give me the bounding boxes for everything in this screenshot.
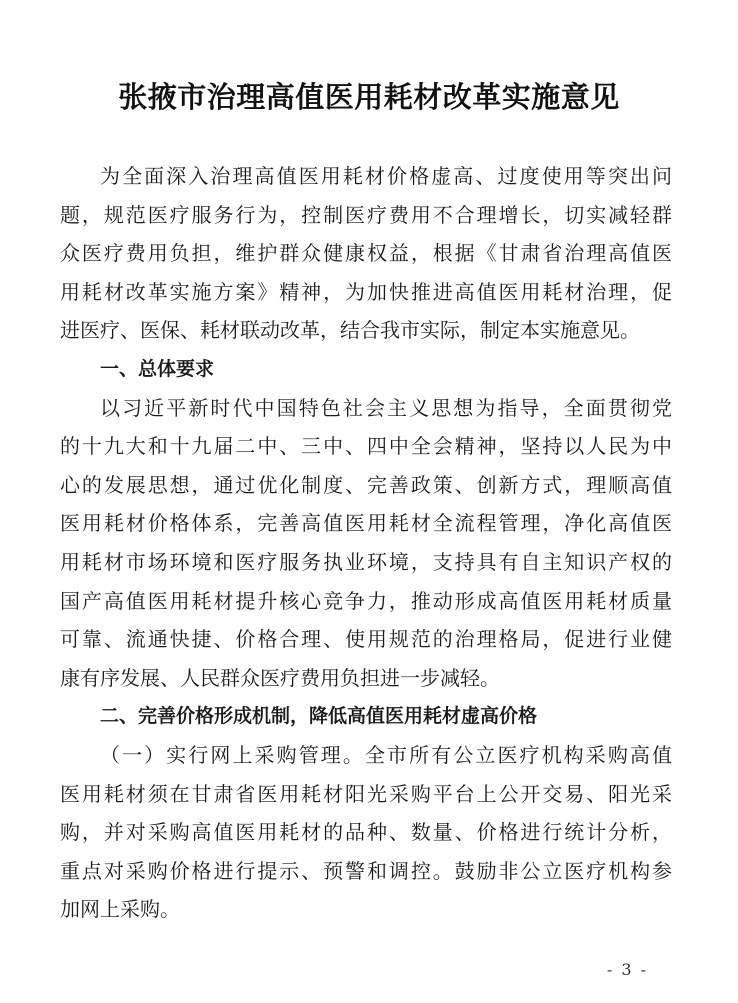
- paragraph-line: 康有序发展、人民群众医疗费用负担进一步减轻。: [60, 665, 500, 690]
- document-title: 张掖市治理高值医用耗材改革实施意见: [118, 80, 620, 114]
- paragraph-line: 心的发展思想，通过优化制度、完善政策、创新方式，理顺高值: [60, 472, 672, 497]
- paragraph-line: 用耗材改革实施方案》精神，为加快推进高值医用耗材治理，促: [60, 279, 672, 304]
- document-body: [60, 157, 672, 929]
- paragraph-line: 的十九大和十九届二中、三中、四中全会精神，坚持以人民为中: [60, 434, 672, 459]
- paragraph-line: 国产高值医用耗材提升核心竞争力，推动形成高值医用耗材质量: [60, 588, 672, 613]
- paragraph-line: （一）实行网上采购管理。全市所有公立医疗机构采购高值: [100, 742, 672, 767]
- paragraph-line: 重点对采购价格进行提示、预警和调控。鼓励非公立医疗机构参: [60, 858, 672, 883]
- paragraph-line: 购，并对采购高值医用耗材的品种、数量、价格进行统计分析，: [60, 820, 672, 845]
- paragraph-line: 用耗材市场环境和医疗服务执业环境，支持具有自主知识产权的: [60, 549, 672, 574]
- paragraph-line: 医用耗材须在甘肃省医用耗材阳光采购平台上公开交易、阳光采: [60, 781, 672, 806]
- paragraph-line: 为全面深入治理高值医用耗材价格虚高、过度使用等突出问: [100, 164, 672, 188]
- paragraph-line: 众医疗费用负担，维护群众健康权益，根据《甘肃省治理高值医: [60, 241, 672, 266]
- paragraph-line: 医用耗材价格体系，完善高值医用耗材全流程管理，净化高值医: [60, 511, 672, 536]
- paragraph-line: 加网上采购。: [60, 897, 180, 922]
- section-heading: 二、完善价格形成机制，降低高值医用耗材虚高价格: [100, 705, 538, 728]
- paragraph-line: 进医疗、医保、耗材联动改革，结合我市实际，制定本实施意见。: [60, 318, 640, 343]
- section-heading: 一、总体要求: [100, 357, 215, 380]
- paragraph-line: 可靠、流通快捷、价格合理、使用规范的治理格局，促进行业健: [60, 627, 672, 652]
- paragraph-line: 以习近平新时代中国特色社会主义思想为指导，全面贯彻党: [100, 395, 672, 420]
- paragraph-line: 题，规范医疗服务行为，控制医疗费用不合理增长，切实减轻群: [60, 202, 672, 227]
- page-number: - 3 -: [606, 960, 648, 979]
